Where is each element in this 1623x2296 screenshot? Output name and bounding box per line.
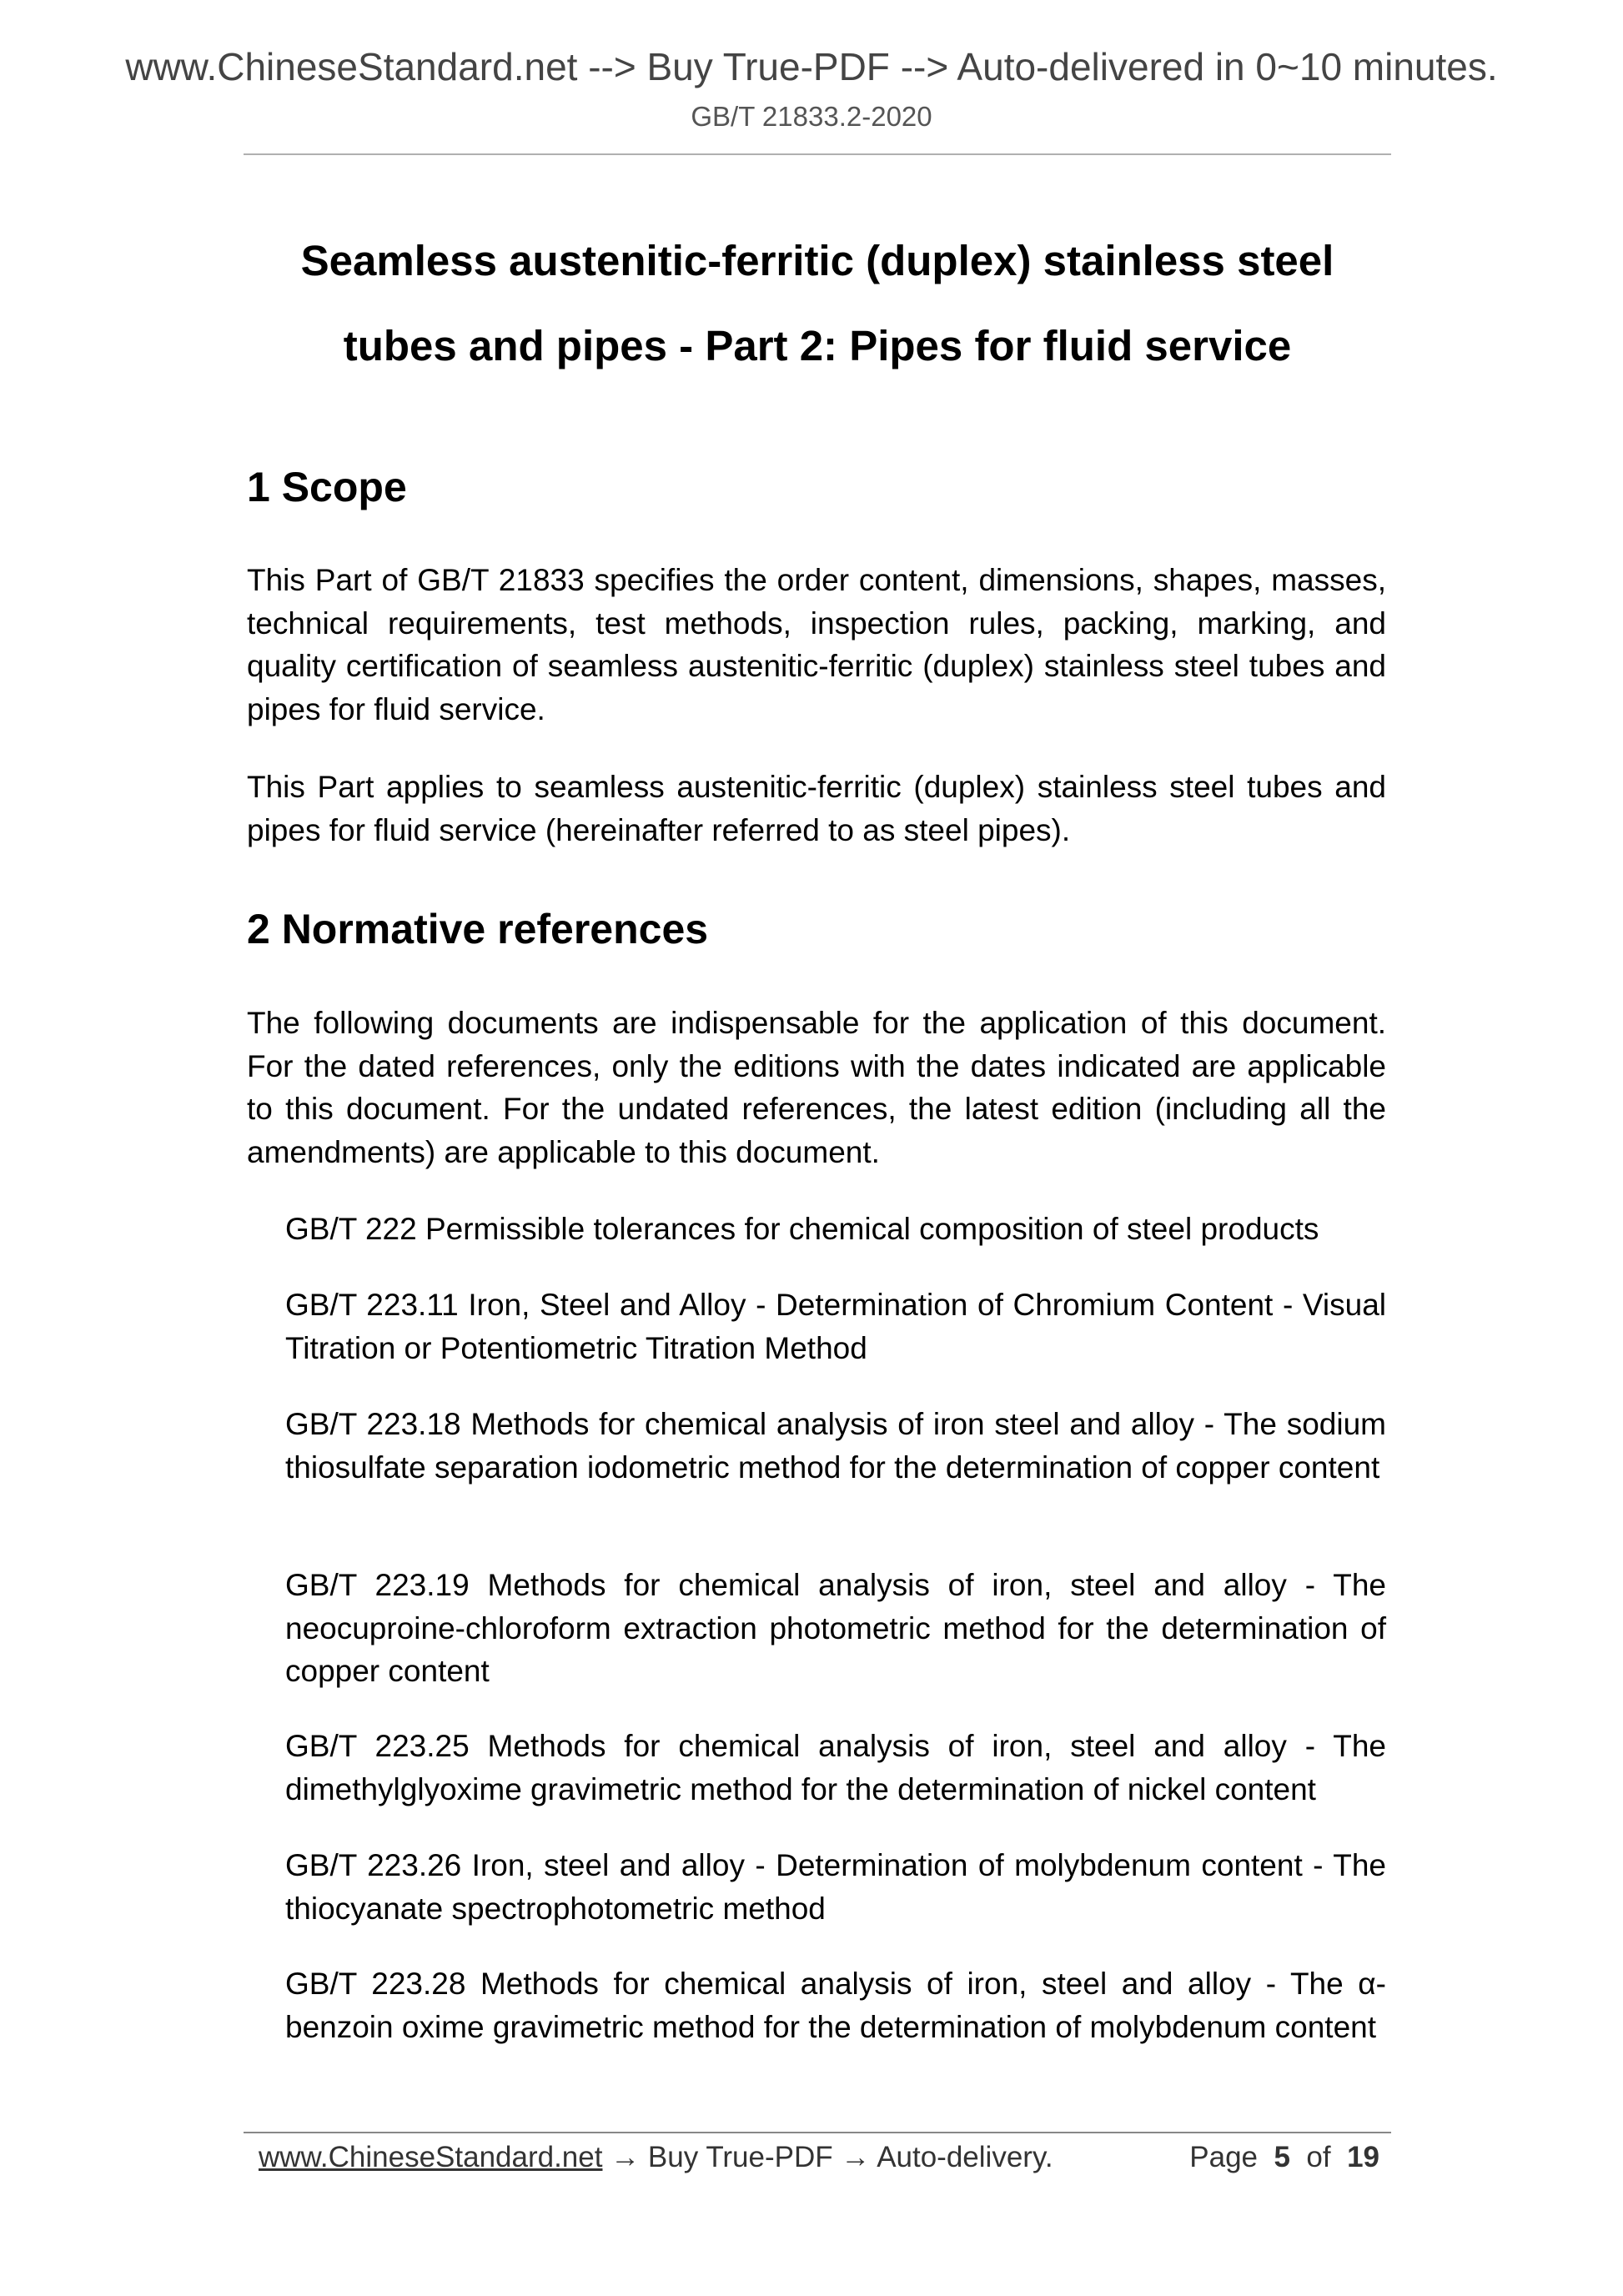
- footer-buy-text: Buy True-PDF: [647, 2141, 833, 2173]
- scope-paragraph-1: This Part of GB/T 21833 specifies the order content, dimensions, shapes, masses, technical requirements, test methods, inspection rules, packing, marking, and quality certification of seamless austenitic-ferritic (duplex) stainless steel tubes and pipes for fluid service.: [247, 563, 1386, 726]
- footer-arrow-icon: →: [832, 2141, 877, 2173]
- header-divider: [244, 153, 1391, 155]
- reference-item: GB/T 223.28 Methods for chemical analysis of iron, steel and alloy - The α-benzoin oxime gravimetric method for the determination of molybdenum content: [285, 1967, 1386, 2044]
- reference-item: GB/T 223.18 Methods for chemical analysis of iron steel and alloy - The sodium thiosulfate separation iodometric method for the determination of copper content: [285, 1407, 1386, 1485]
- reference-item: GB/T 223.25 Methods for chemical analysis of iron, steel and alloy - The dimethylglyoxime gravimetric method for the determination of nickel content: [285, 1729, 1386, 1806]
- reference-item: GB/T 223.11 Iron, Steel and Alloy - Determination of Chromium Content - Visual Titration or Potentiometric Titration Method: [285, 1288, 1386, 1365]
- reference-item: GB/T 223.19 Methods for chemical analysis of iron, steel and alloy - The neocuproine-chloroform extraction photometric method for the determination of copper content: [285, 1568, 1386, 1688]
- page-title: [244, 219, 1391, 389]
- footer-divider: [244, 2132, 1391, 2133]
- reference-item: GB/T 222 Permissible tolerances for chemical composition of steel products: [285, 1212, 1319, 1246]
- page-indicator: [1189, 2137, 1379, 2178]
- page-number: 5: [1274, 2141, 1290, 2173]
- page-total: 19: [1347, 2141, 1379, 2173]
- of-label: of: [1306, 2141, 1331, 2173]
- footer-arrow-icon: →: [602, 2141, 648, 2173]
- scope-paragraph-2: This Part applies to seamless austenitic-ferritic (duplex) stainless steel tubes and pipes for fluid service (hereinafter referred to as steel pipes).: [247, 770, 1386, 847]
- page-footer: [259, 2137, 1379, 2178]
- footer-delivery-text: Auto-delivery.: [877, 2141, 1053, 2173]
- document-code: GB/T 21833.2-2020: [691, 101, 932, 132]
- footer-promo: [259, 2137, 1053, 2178]
- reference-item: GB/T 223.26 Iron, steel and alloy - Determination of molybdenum content - The thiocyanate spectrophotometric method: [285, 1848, 1386, 1926]
- section-heading-scope: 1 Scope: [247, 464, 407, 510]
- header-banner: www.ChineseStandard.net --> Buy True-PDF --> Auto-delivered in 0~10 minutes.: [125, 45, 1498, 88]
- normative-intro-paragraph: The following documents are indispensable for the application of this document. For the dated references, only the editions with the dates indicated are applicable to this document. For the undated references, the latest edition (including all the amendments) are applicable to this document.: [247, 1006, 1386, 1169]
- page-title-line-1: Seamless austenitic-ferritic (duplex) stainless steel: [300, 237, 1334, 284]
- footer-site-link[interactable]: www.ChineseStandard.net: [259, 2141, 603, 2173]
- page-label: Page: [1189, 2141, 1259, 2173]
- section-heading-normative-references: 2 Normative references: [247, 906, 709, 952]
- page-title-line-2: tubes and pipes - Part 2: Pipes for fluid service: [343, 322, 1292, 369]
